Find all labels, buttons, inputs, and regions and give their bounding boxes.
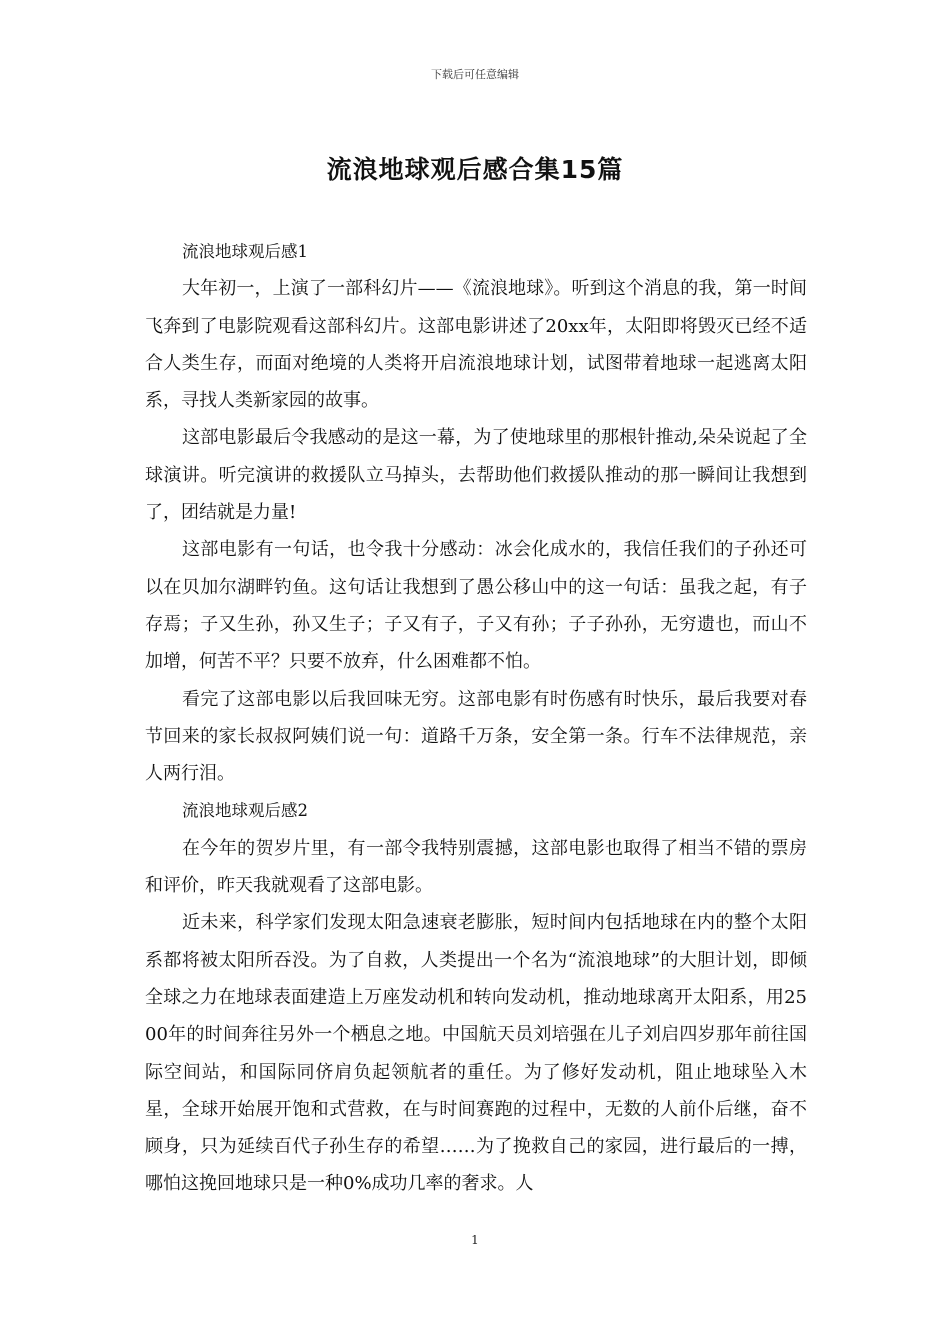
section-heading: 流浪地球观后感1	[182, 242, 308, 261]
section-heading: 流浪地球观后感2	[182, 801, 308, 821]
paragraph: 在今年的贺岁片里，有一部令我特别震撼，这部电影也取得了相当不错的票房和评价，昨天我就观看了这部电影。	[145, 837, 807, 897]
header-note: 下载后可任意编辑	[431, 68, 519, 81]
paragraph: 大年初一，上演了一部科幻片——《流浪地球》。听到这个消息的我，第一时间飞奔到了电影院观看这部科幻片。这部电影讲述了20xx年，太阳即将毁灭已经不适合人类生存，而面对绝境的人类将开启流浪地球计划，试图带着地球一起逃离太阳系，寻找人类新家园的故事。	[145, 278, 807, 412]
paragraph: 近未来，科学家们发现太阳急速衰老膨胀，短时间内包括地球在内的整个太阳系都将被太阳所吞没。为了自救，人类提出一个名为“流浪地球”的大胆计划，即倾全球之力在地球表面建造上万座发动机和转向发动机，推动地球离开太阳系，用2500年的时间奔往另外一个栖息之地。中国航天员刘培强在儿子刘启四岁那年前往国际空间站，和国际同侪肩负起领航者的重任。为了修好发动机，阻止地球坠入木星，全球开始展开饱和式营救，在与时间赛跑的过程中，无数的人前仆后继，奋不顾身，只为延续百代子孙生存的希望……为了挽救自己的家园，进行最后的一搏，哪怕这挽回地球只是一种0%成功几率的奢求。人	[145, 912, 807, 1195]
paragraph: 这部电影最后令我感动的是这一幕，为了使地球里的那根针推动,朵朵说起了全球演讲。听完演讲的救援队立马掉头，去帮助他们救援队推动的那一瞬间让我想到了，团结就是力量!	[145, 427, 807, 524]
paragraph: 这部电影有一句话，也令我十分感动：冰会化成水的，我信任我们的子孙还可以在贝加尔湖畔钓鱼。这句话让我想到了愚公移山中的这一句话：虽我之起，有子存焉；子又生孙，孙又生子；子又有子，子又有孙；子子孙孙，无穷遗也，而山不加增，何苦不平？只要不放弃，什么困难都不怕。	[145, 539, 807, 673]
page-number: 1	[471, 1233, 479, 1247]
document-title: 流浪地球观后感合集15篇	[326, 155, 624, 184]
document-body	[145, 233, 807, 1203]
paragraph: 看完了这部电影以后我回味无穷。这部电影有时伤感有时快乐，最后我要对春节回来的家长叔叔阿姨们说一句：道路千万条，安全第一条。行车不法律规范，亲人两行泪。	[145, 688, 807, 785]
